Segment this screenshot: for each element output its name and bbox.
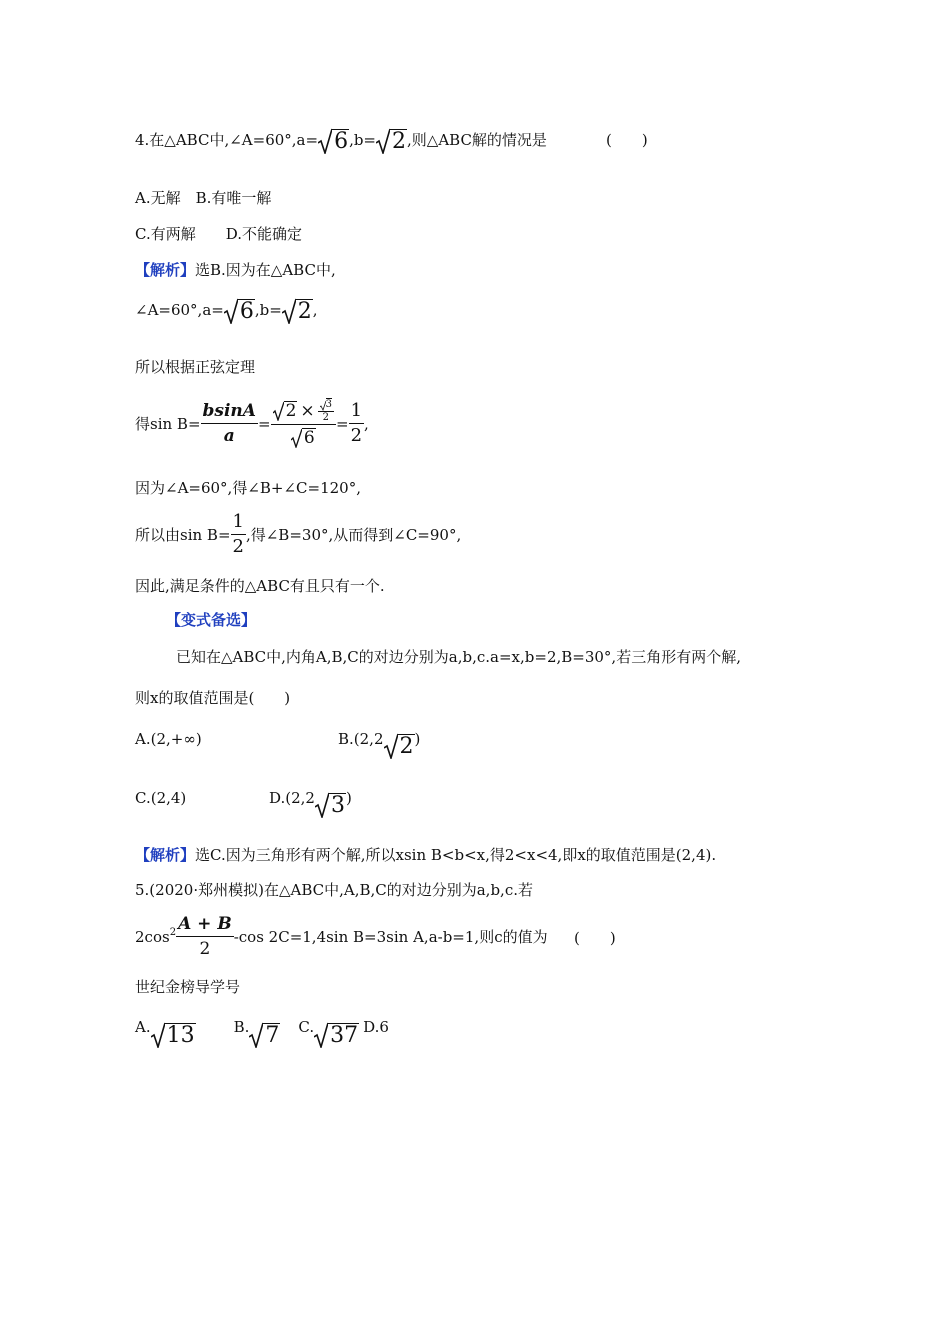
brand-label: 世纪金榜导学号 [135, 978, 241, 996]
q4-solution-line7: 因此,满足条件的△ABC有且只有一个. [135, 577, 385, 595]
q5-stem-line2 [135, 912, 548, 961]
q5-cos-pre: 2cos [135, 927, 170, 946]
small-sqrt-3 [318, 398, 334, 412]
sqrt-expression-numerator [271, 398, 336, 425]
variant-option-b [338, 729, 420, 759]
variant-sol-text: 选C.因为三角形有两个解,所以xsin B<b<x,得2<x<4,即x的取值范围是(2,4). [195, 846, 717, 864]
fraction-sqrt-expression [271, 398, 336, 449]
q4-options-cd: C.有两解 D.不能确定 [135, 225, 302, 243]
variant-stem-line2: 则x的取值范围是( ) [135, 689, 291, 707]
r6: 6 [303, 428, 315, 448]
variant-option-a: A.(2,+∞) [135, 730, 202, 748]
q5-frac-num: A + B [176, 912, 234, 937]
q5-optD: D.6 [363, 1018, 389, 1036]
times-sign: × [300, 401, 315, 421]
q4-solution-line4 [135, 398, 369, 449]
optB-post: ) [414, 730, 421, 748]
q4-sol-text1: 选B.因为在△ABC中, [195, 261, 336, 279]
r3: 3 [325, 399, 333, 410]
q4-options-ab: A.无解 B.有唯一解 [135, 189, 272, 207]
q5-answer-paren: ( ) [574, 929, 616, 947]
q5-frac-den: 2 [199, 939, 211, 959]
q5-optA-rad: 13 [166, 1023, 195, 1048]
q5-options [135, 1018, 389, 1048]
q5-cos-sup: 2 [169, 927, 177, 938]
q4-stem-pre: 4.在△ABC中,∠A=60°,a= [135, 131, 319, 149]
variant-option-c: C.(2,4) [135, 789, 187, 807]
q4-solution-line1 [135, 260, 336, 280]
comma: , [364, 414, 369, 433]
sqrt-6 [318, 128, 349, 154]
sqrt-2-small [273, 401, 298, 421]
frac-den: a [223, 426, 235, 446]
q4-sol6-post: ,得∠B=30°,从而得到∠C=90°, [245, 526, 462, 544]
q4-stem [135, 128, 547, 154]
sqrt3-over-2 [318, 398, 334, 424]
q4-answer-paren: ( ) [606, 131, 648, 149]
variant-solution [135, 845, 716, 865]
sqrt-6 [224, 298, 255, 324]
variant-tag: 【变式备选】 [166, 611, 257, 629]
q4-sol2-mid: ,b= [254, 301, 282, 319]
optD-post: ) [345, 789, 352, 807]
q5-optB-rad: 7 [265, 1023, 280, 1048]
q4-solution-line2 [135, 298, 318, 324]
q4-stem-post: ,则△ABC解的情况是 [407, 131, 547, 149]
two: 2 [322, 412, 330, 423]
sqrt-6-small [291, 428, 316, 448]
sqrt-6-denominator [289, 425, 318, 449]
q5-optC-label: C. [298, 1018, 315, 1036]
sqrt-7 [249, 1022, 280, 1048]
q4-b-label: ,b= [349, 131, 377, 149]
fraction-one-half [349, 399, 364, 448]
sqrt-13 [151, 1022, 196, 1048]
sqrt-2 [376, 128, 407, 154]
q4-a-value: 6 [334, 129, 349, 154]
fraction-bsinA-over-a [201, 399, 258, 448]
q4-sol2-a: 6 [239, 299, 254, 324]
q4-sol2-end: , [312, 301, 318, 319]
fraction-one-half [231, 510, 246, 559]
q4-solution-line3: 所以根据正弦定理 [135, 358, 256, 376]
q5-optA-label: A. [135, 1018, 151, 1036]
half-den: 2 [232, 536, 244, 557]
q5-stem2-post: -cos 2C=1,4sin B=3sin A,a-b=1,则c的值为 [233, 928, 548, 946]
variant-option-d [269, 788, 352, 818]
optB-pre: B.(2,2 [338, 730, 384, 748]
sqrt-2 [282, 298, 313, 324]
q4-b-value: 2 [392, 129, 407, 154]
q5-optC-rad: 37 [330, 1023, 359, 1048]
variant-stem-line1: 已知在△ABC中,内角A,B,C的对边分别为a,b,c.a=x,b=2,B=30°,若三角形有两个解, [176, 648, 741, 666]
equals-1: = [257, 414, 271, 433]
sqrt-37 [314, 1022, 359, 1048]
q4-sol6-pre: 所以由sin B= [135, 526, 231, 544]
solution-tag: 【解析】 [135, 261, 196, 279]
r2: 2 [285, 401, 297, 421]
q4-sol2-pre: ∠A=60°,a= [135, 301, 224, 319]
optB-rad: 2 [399, 734, 414, 759]
q4-solution-line5: 因为∠A=60°,得∠B+∠C=120°, [135, 479, 361, 497]
fraction-a-plus-b-over-2 [176, 912, 234, 961]
optD-pre: D.(2,2 [269, 789, 315, 807]
half-num: 1 [349, 399, 364, 424]
q4-sol4-pre: 得sin B= [135, 415, 201, 433]
half-num: 1 [231, 510, 246, 535]
sqrt-3 [315, 792, 346, 818]
q4-solution-line6 [135, 510, 461, 559]
frac-num: bsinA [201, 399, 258, 424]
sqrt-2 [384, 733, 415, 759]
equals-2: = [336, 414, 349, 433]
q5-stem-line1: 5.(2020·郑州模拟)在△ABC中,A,B,C的对边分别为a,b,c.若 [135, 881, 533, 899]
q5-optB-label: B. [233, 1018, 250, 1036]
half-den: 2 [350, 425, 363, 446]
optD-rad: 3 [330, 793, 345, 818]
solution-tag: 【解析】 [135, 846, 196, 864]
q4-sol2-b: 2 [297, 299, 312, 324]
